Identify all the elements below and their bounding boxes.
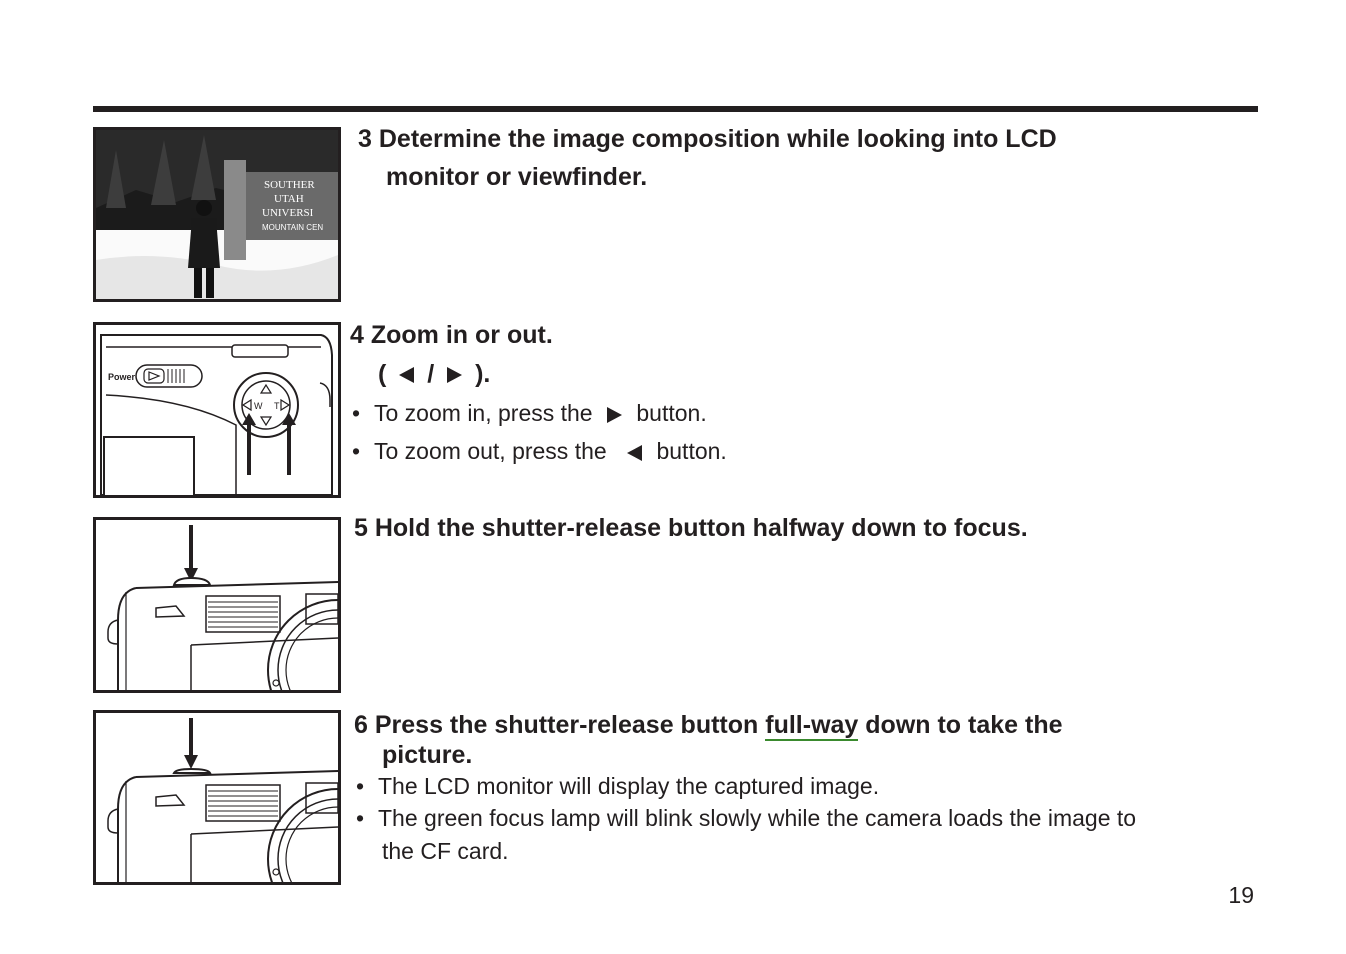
step4-bullet-1 bbox=[352, 400, 707, 427]
bullet-dot: • bbox=[356, 773, 365, 799]
sign-line-4: MOUNTAIN CEN bbox=[262, 223, 324, 232]
step6-bullet-2 bbox=[356, 805, 1136, 832]
page-number: 19 bbox=[1228, 882, 1254, 908]
step3-number: 3 bbox=[358, 125, 372, 153]
step6-bullet-1 bbox=[356, 773, 879, 800]
step4-heading bbox=[350, 316, 553, 354]
step4-bullet-2-post: button. bbox=[656, 438, 727, 464]
tele-label: T bbox=[274, 401, 280, 411]
sign-line-2: UTAH bbox=[274, 193, 304, 205]
step6-number: 6 bbox=[354, 711, 368, 739]
paren-open: ( bbox=[378, 360, 387, 388]
sign-line-1: SOUTHER bbox=[264, 179, 315, 191]
power-label: Power bbox=[108, 372, 136, 382]
step3-heading bbox=[358, 120, 1057, 158]
left-triangle-icon bbox=[627, 445, 642, 461]
step4-bullet-2 bbox=[352, 438, 727, 465]
step3-line2: monitor or viewfinder. bbox=[386, 163, 648, 191]
step6-bullet-1-text: The LCD monitor will display the captured image. bbox=[378, 773, 880, 799]
step6-line1-pre: Press the shutter-release button bbox=[374, 711, 766, 739]
bullet-dot: • bbox=[356, 805, 365, 831]
step4-line1: Zoom in or out. bbox=[370, 321, 553, 349]
step4-camera-illustration bbox=[93, 322, 341, 498]
right-triangle-icon bbox=[607, 407, 622, 423]
step6-camera-illustration bbox=[93, 710, 341, 885]
sign-line-3: UNIVERSI bbox=[262, 207, 314, 219]
step5-number: 5 bbox=[354, 514, 368, 542]
paren-close: ). bbox=[475, 360, 491, 388]
step4-bullet-2-pre: To zoom out, press the bbox=[374, 438, 607, 464]
bullet-dot: • bbox=[352, 438, 361, 464]
step4-number: 4 bbox=[350, 321, 364, 349]
top-rule bbox=[93, 106, 1258, 112]
step3-photo bbox=[93, 127, 341, 302]
step5-camera-illustration bbox=[93, 517, 341, 693]
step4-bullet-1-pre: To zoom in, press the bbox=[374, 400, 593, 426]
step5-line1: Hold the shutter-release button halfway down to focus. bbox=[374, 514, 1028, 542]
full-way-underlined: full-way bbox=[765, 711, 859, 739]
step3-line1: Determine the image composition while looking into LCD bbox=[378, 125, 1057, 153]
step4-bullet-1-post: button. bbox=[636, 400, 707, 426]
left-triangle-icon bbox=[399, 367, 414, 383]
right-triangle-icon bbox=[447, 367, 462, 383]
wide-label: W bbox=[254, 401, 263, 411]
step4-buttons-line bbox=[378, 355, 490, 393]
step5-heading bbox=[354, 509, 1028, 547]
slash: / bbox=[427, 360, 435, 388]
step6-line2: picture. bbox=[382, 741, 473, 769]
step6-bullet-2-cont: the CF card. bbox=[382, 838, 509, 864]
bullet-dot: • bbox=[352, 400, 361, 426]
step6-line1-post: down to take the bbox=[858, 711, 1063, 739]
step6-bullet-2-text: The green focus lamp will blink slowly while the camera loads the image to bbox=[378, 805, 1137, 831]
